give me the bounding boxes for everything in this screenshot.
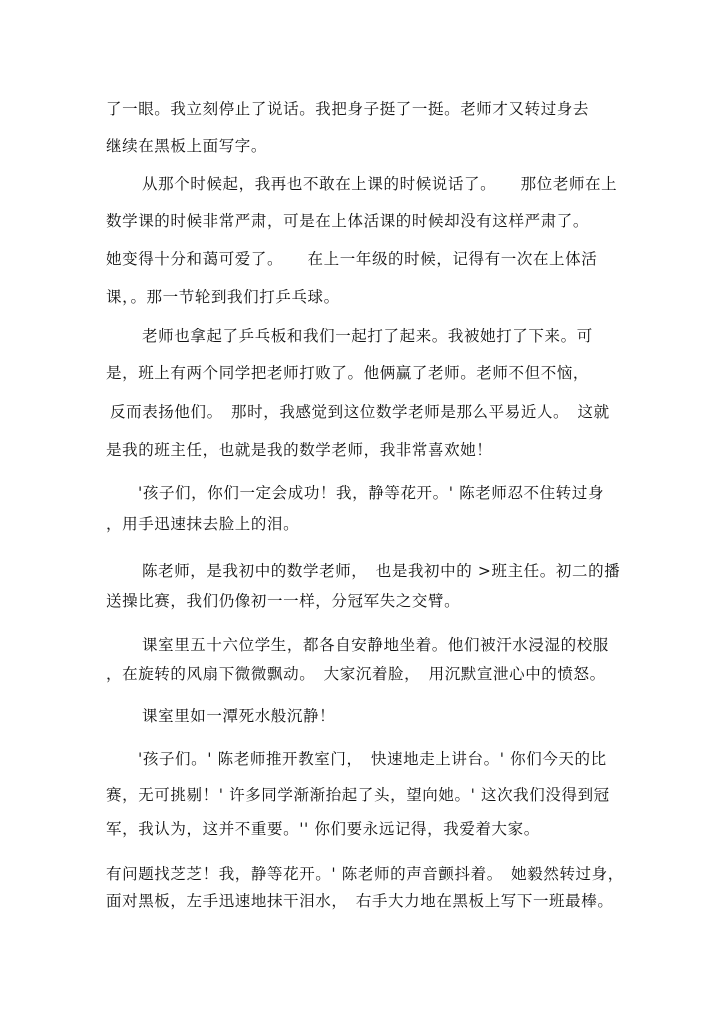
text-line: 是，班上有两个同学把老师打败了。他俩赢了老师。老师不但不恼， [106,364,590,382]
text-line: 课，。那一节轮到我们打乒乓球。 [106,288,340,306]
text-line: 了一眼。我立刻停止了说话。我把身子挺了一挺。老师才又转过身去 [106,100,590,118]
text-line: 有问题找芝芝！我，静等花开。' 陈老师的声音颤抖着。 她毅然转过身， [106,865,624,883]
text-line: 陈老师，是我初中的数学老师， 也是我初中的 >班主任。初二的播 [142,562,621,580]
text-line: ，用手迅速抹去脸上的泪。 [106,515,300,533]
text-line: 课室里如一潭死水般沉静！ [142,707,336,725]
text-line: 数学课的时候非常严肃，可是在上体活课的时候却没有这样严肃了。 [106,212,590,230]
text-line: 面对黑板，左手迅速地抹干泪水， 右手大力地在黑板上写下一班最棒。 [106,892,614,910]
text-line: 军，我认为，这并不重要。'' 你们要永远记得，我爱着大家。 [106,820,540,838]
text-line: '孩子们。' 陈老师推开教室门， 快速地走上讲台。' 你们今天的比 [138,750,607,768]
text-line: 继续在黑板上面写字。 [106,137,268,155]
text-line: ，在旋转的风扇下微微飘动。 大家沉着脸， 用沉默宣泄心中的愤怒。 [106,665,606,683]
text-line: 赛，无可挑剔！' 许多同学渐渐抬起了头，望向她。' 这次我们没得到冠 [106,786,610,804]
text-line: 课室里五十六位学生，都各自安静地坐着。他们被汗水浸湿的校服 [142,636,609,654]
text-line: 从那个时候起，我再也不敢在上课的时候说话了。 那位老师在上 [142,175,618,193]
text-line: 反而表扬他们。 那时，我感觉到这位数学老师是那么平易近人。 这就 [110,403,610,421]
text-line: 送操比赛，我们仍像初一一样，分冠军失之交臂。 [106,592,461,610]
text-line: 老师也拿起了乒乓板和我们一起打了起来。我被她打了下来。可 [142,327,593,345]
text-line: 她变得十分和蔼可爱了。 在上一年级的时候，记得有一次在上体活 [106,250,598,268]
text-line: 是我的班主任，也就是我的数学老师，我非常喜欢她！ [106,441,493,459]
text-line: '孩子们，你们一定会成功！我，静等花开。' 陈老师忍不住转过身 [138,484,605,502]
